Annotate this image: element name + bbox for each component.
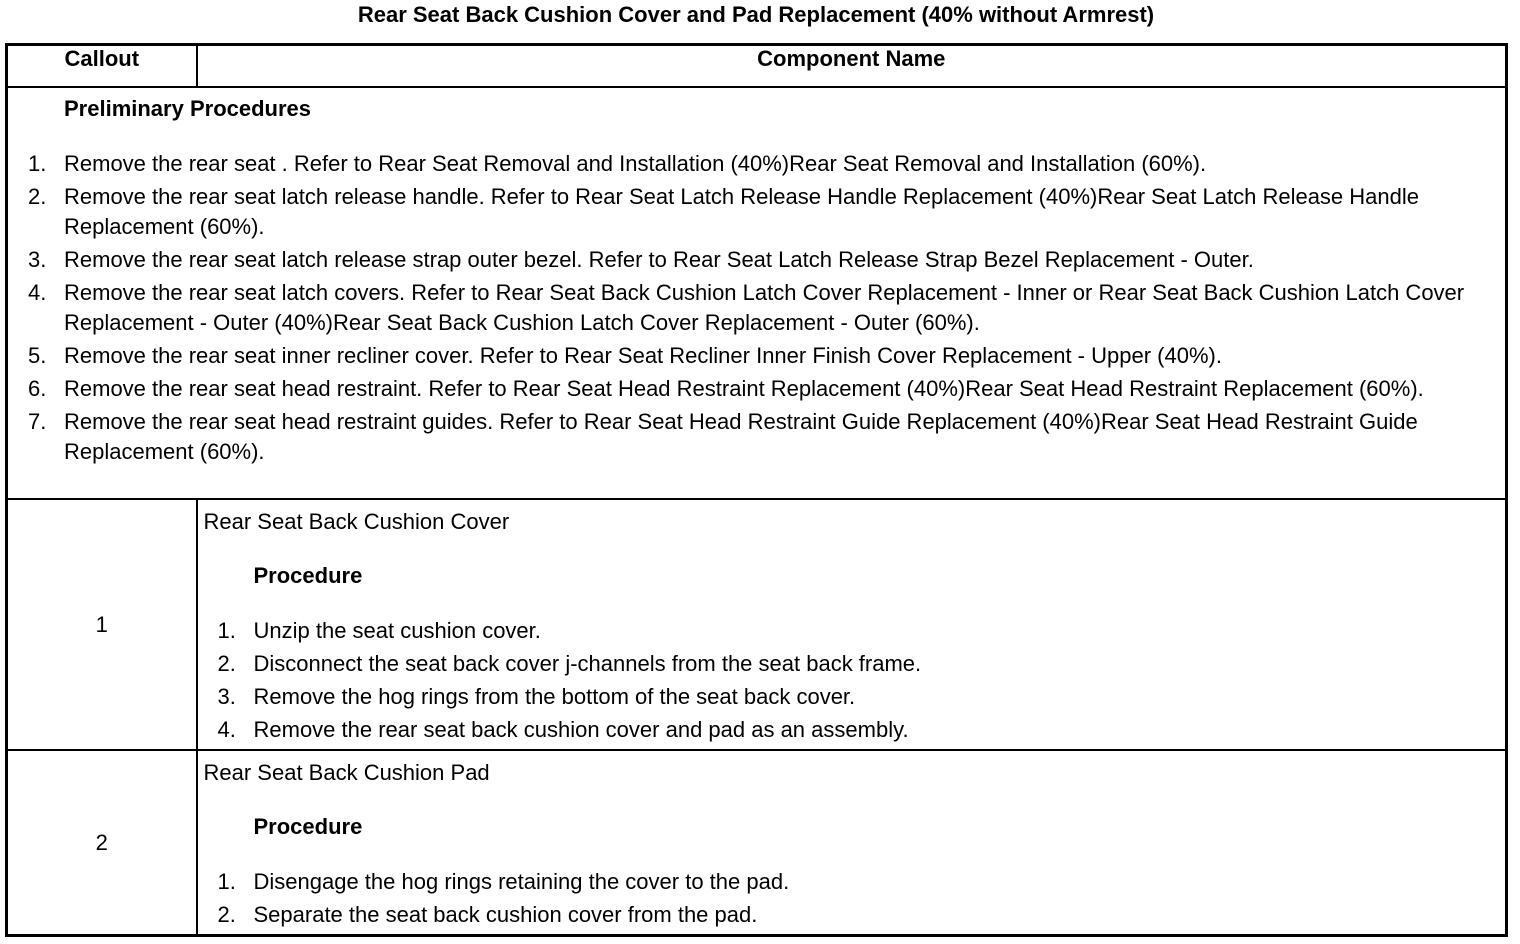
- step-number: 2.: [217, 902, 236, 927]
- list-item: [198, 649, 1506, 679]
- list-item: [198, 900, 1506, 930]
- preliminary-cell: [7, 87, 1507, 499]
- component-cell: [197, 750, 1507, 936]
- step-number: 2.: [217, 651, 236, 676]
- step-number: 3.: [217, 684, 236, 709]
- step-text: Remove the hog rings from the bottom of the seat back cover.: [253, 684, 856, 709]
- list-item: [8, 245, 1505, 275]
- component-table: [5, 43, 1508, 937]
- callout-number: 2: [7, 750, 197, 936]
- step-text: Remove the rear seat latch covers. Refer to Rear Seat Back Cushion Latch Cover Replacement - Inner or Rear Seat Back Cushion Latch Cover Replacement - Outer (40%)Rear Seat Back Cushion Latch Cover Replacement - Outer (60%).: [64, 280, 1465, 335]
- component-cell: [197, 499, 1507, 750]
- header-component-name: Component Name: [197, 45, 1507, 88]
- component-name: Rear Seat Back Cushion Cover: [203, 509, 510, 534]
- table-row: [7, 499, 1507, 750]
- list-item: [8, 341, 1505, 371]
- step-text: Disengage the hog rings retaining the cover to the pad.: [253, 869, 790, 894]
- step-text: Separate the seat back cushion cover from the pad.: [253, 902, 758, 927]
- step-number: 1.: [217, 869, 236, 894]
- callout-number: 1: [7, 499, 197, 750]
- step-text: Unzip the seat cushion cover.: [253, 618, 541, 643]
- step-number: 1.: [217, 618, 236, 643]
- list-item: [198, 682, 1506, 712]
- table-row: [7, 750, 1507, 936]
- step-number: 4.: [28, 280, 47, 305]
- procedure-title: Procedure: [253, 814, 363, 839]
- step-number: 1.: [28, 151, 47, 176]
- list-item: [8, 374, 1505, 404]
- step-text: Remove the rear seat inner recliner cover. Refer to Rear Seat Recliner Inner Finish Cover Replacement - Upper (40%).: [64, 343, 1222, 368]
- step-text: Remove the rear seat latch release strap outer bezel. Refer to Rear Seat Latch Release Strap Bezel Replacement - Outer.: [64, 247, 1254, 272]
- step-text: Remove the rear seat back cushion cover and pad as an assembly.: [253, 717, 909, 742]
- page-title: Rear Seat Back Cushion Cover and Pad Replacement (40% without Armrest): [357, 2, 1155, 27]
- procedure-title: Procedure: [253, 563, 363, 588]
- step-number: 7.: [28, 409, 47, 434]
- table-header-row: [7, 45, 1507, 88]
- procedure-steps: [198, 867, 1506, 930]
- preliminary-title: Preliminary Procedures: [64, 96, 312, 121]
- component-name: Rear Seat Back Cushion Pad: [203, 760, 490, 785]
- step-text: Remove the rear seat latch release handle. Refer to Rear Seat Latch Release Handle Replacement (40%)Rear Seat Latch Release Handle Replacement (60%).: [64, 184, 1419, 239]
- preliminary-row: [7, 87, 1507, 499]
- step-number: 5.: [28, 343, 47, 368]
- list-item: [198, 867, 1506, 897]
- step-text: Remove the rear seat head restraint guides. Refer to Rear Seat Head Restraint Guide Replacement (40%)Rear Seat Head Restraint Guide Replacement (60%).: [64, 409, 1418, 464]
- procedure-steps: [198, 616, 1506, 745]
- step-number: 2.: [28, 184, 47, 209]
- step-text: Remove the rear seat head restraint. Refer to Rear Seat Head Restraint Replacement (40%)Rear Seat Head Restraint Replacement (60%).: [64, 376, 1424, 401]
- step-number: 6.: [28, 376, 47, 401]
- step-text: Disconnect the seat back cover j-channels from the seat back frame.: [253, 651, 922, 676]
- step-number: 3.: [28, 247, 47, 272]
- list-item: [8, 407, 1505, 467]
- header-callout: Callout: [7, 45, 197, 88]
- step-number: 4.: [217, 717, 236, 742]
- step-text: Remove the rear seat . Refer to Rear Seat Removal and Installation (40%)Rear Seat Removal and Installation (60%).: [64, 151, 1207, 176]
- preliminary-steps: [8, 149, 1505, 467]
- list-item: [8, 278, 1505, 338]
- list-item: [198, 616, 1506, 646]
- list-item: [198, 715, 1506, 745]
- list-item: [8, 149, 1505, 179]
- list-item: [8, 182, 1505, 242]
